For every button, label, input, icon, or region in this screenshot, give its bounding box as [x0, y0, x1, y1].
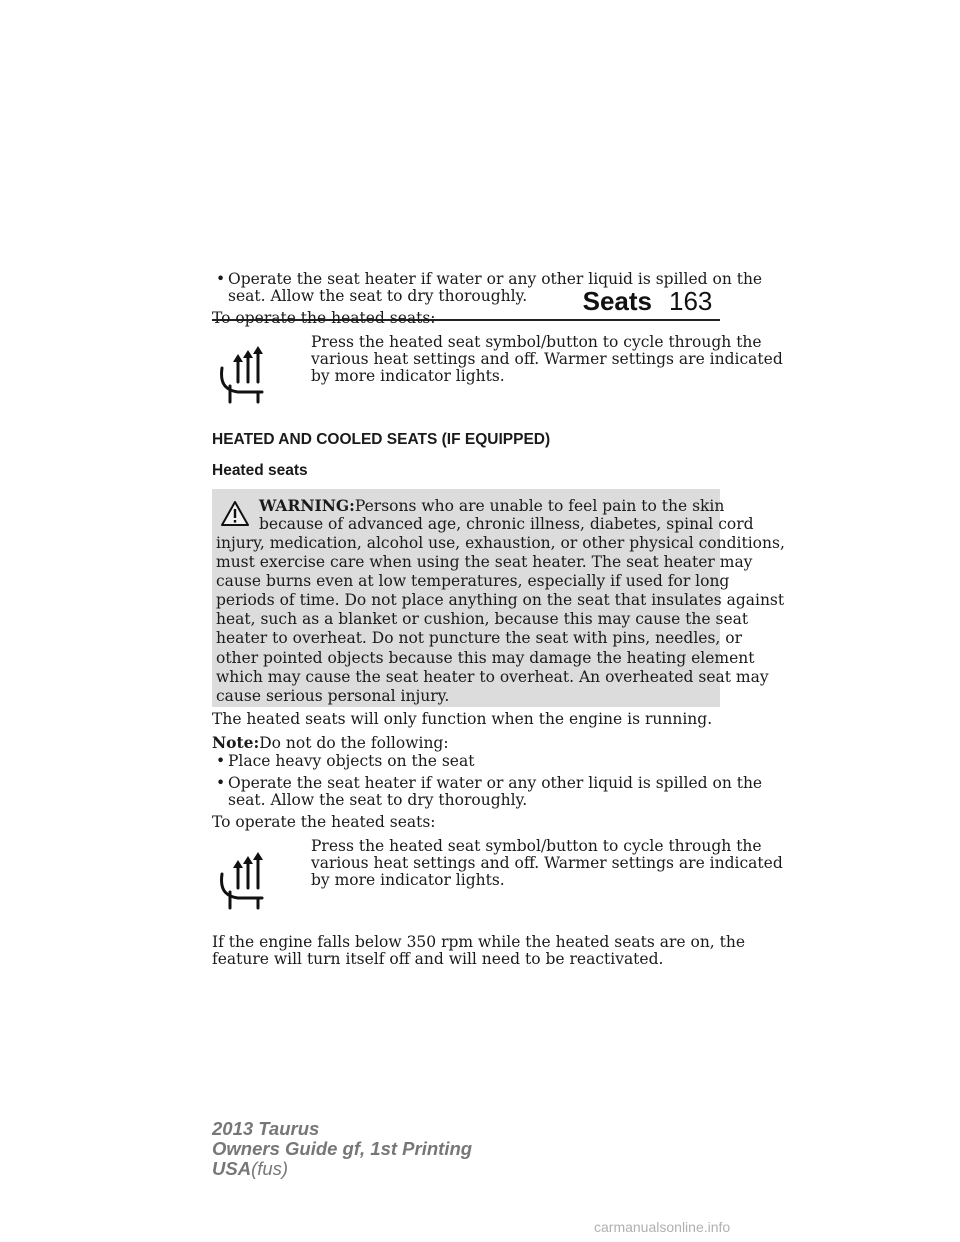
heated-seat-icon	[218, 848, 272, 910]
warning-line: because of advanced age, chronic illness, diabetes, spinal cord	[259, 515, 754, 533]
bullet-icon: •	[216, 270, 226, 288]
text-line: which may cause the seat heater to overheat. An overheated seat may	[216, 667, 769, 686]
text-line: various heat settings and off. Warmer settings are indicated	[311, 350, 783, 368]
text-line: Operate the seat heater if water or any other liquid is spilled on the	[228, 270, 763, 288]
bullet-icon: •	[216, 774, 226, 792]
text-line: other pointed objects because this may damage the heating element	[216, 648, 755, 667]
instruction-top	[311, 334, 783, 385]
warning-first-text: Persons who are unable to feel pain to the skin	[354, 497, 725, 515]
text-line: by more indicator lights.	[311, 871, 505, 889]
text-line: seat. Allow the seat to dry thoroughly.	[228, 287, 528, 305]
text-line: Press the heated seat symbol/button to cycle through the	[311, 333, 762, 351]
bullet-icon: •	[216, 752, 226, 770]
warning-label: WARNING:	[259, 496, 355, 515]
operate-intro-bottom: To operate the heated seats:	[212, 813, 436, 831]
text-line: heat, such as a blanket or cushion, because this may cause the seat	[216, 610, 749, 629]
instruction-bottom	[311, 838, 783, 889]
footer-region-sub: (fus)	[251, 1158, 289, 1179]
bullet-heavy-objects: Place heavy objects on the seat	[228, 752, 475, 770]
heated-seat-icon	[218, 342, 272, 404]
text-line: various heat settings and off. Warmer settings are indicated	[311, 854, 783, 872]
section-heading: HEATED AND COOLED SEATS (IF EQUIPPED)	[212, 431, 551, 448]
text-line: Press the heated seat symbol/button to cycle through the	[311, 837, 762, 855]
warning-first-line	[259, 496, 724, 516]
bullet-liquid	[228, 775, 762, 809]
warning-triangle-icon	[220, 500, 250, 527]
footer-print-info	[212, 1119, 472, 1179]
footer-region-main: USA	[212, 1158, 252, 1179]
text-line: cause serious personal injury.	[216, 686, 450, 705]
text-line: periods of time. Do not place anything on the seat that insulates against	[216, 591, 785, 610]
text-line: seat. Allow the seat to dry thoroughly.	[228, 791, 528, 809]
text-line: injury, medication, alcohol use, exhaustion, or other physical conditions,	[216, 534, 785, 552]
note-text: Do not do the following:	[259, 734, 449, 752]
note-label: Note:	[212, 733, 260, 752]
operate-intro-top: To operate the heated seats:	[212, 309, 436, 327]
footer-model: 2013 Taurus	[212, 1118, 320, 1139]
engine-running-text: The heated seats will only function when the engine is running.	[212, 710, 713, 728]
footer-guide: Owners Guide gf, 1st Printing	[212, 1138, 473, 1159]
footer-region	[212, 1159, 472, 1179]
text-line: feature will turn itself off and will need to be reactivated.	[212, 950, 664, 968]
warning-body	[216, 534, 785, 706]
note-line	[212, 734, 449, 752]
text-line: must exercise care when using the seat heater. The seat heater may	[216, 553, 753, 572]
page-number: 163	[669, 286, 713, 316]
engine-rpm-text	[212, 934, 745, 968]
watermark-text: carmanualsonline.info	[594, 1219, 731, 1235]
section-subheading: Heated seats	[212, 462, 308, 479]
text-line: by more indicator lights.	[311, 367, 505, 385]
text-line: cause burns even at low temperatures, especially if used for long	[216, 572, 730, 591]
top-bullet-text	[228, 271, 762, 305]
text-line: Operate the seat heater if water or any other liquid is spilled on the	[228, 774, 763, 792]
text-line: If the engine falls below 350 rpm while the heated seats are on, the	[212, 933, 746, 951]
text-line: heater to overheat. Do not puncture the seat with pins, needles, or	[216, 629, 743, 648]
page-title: Seats	[582, 286, 652, 316]
